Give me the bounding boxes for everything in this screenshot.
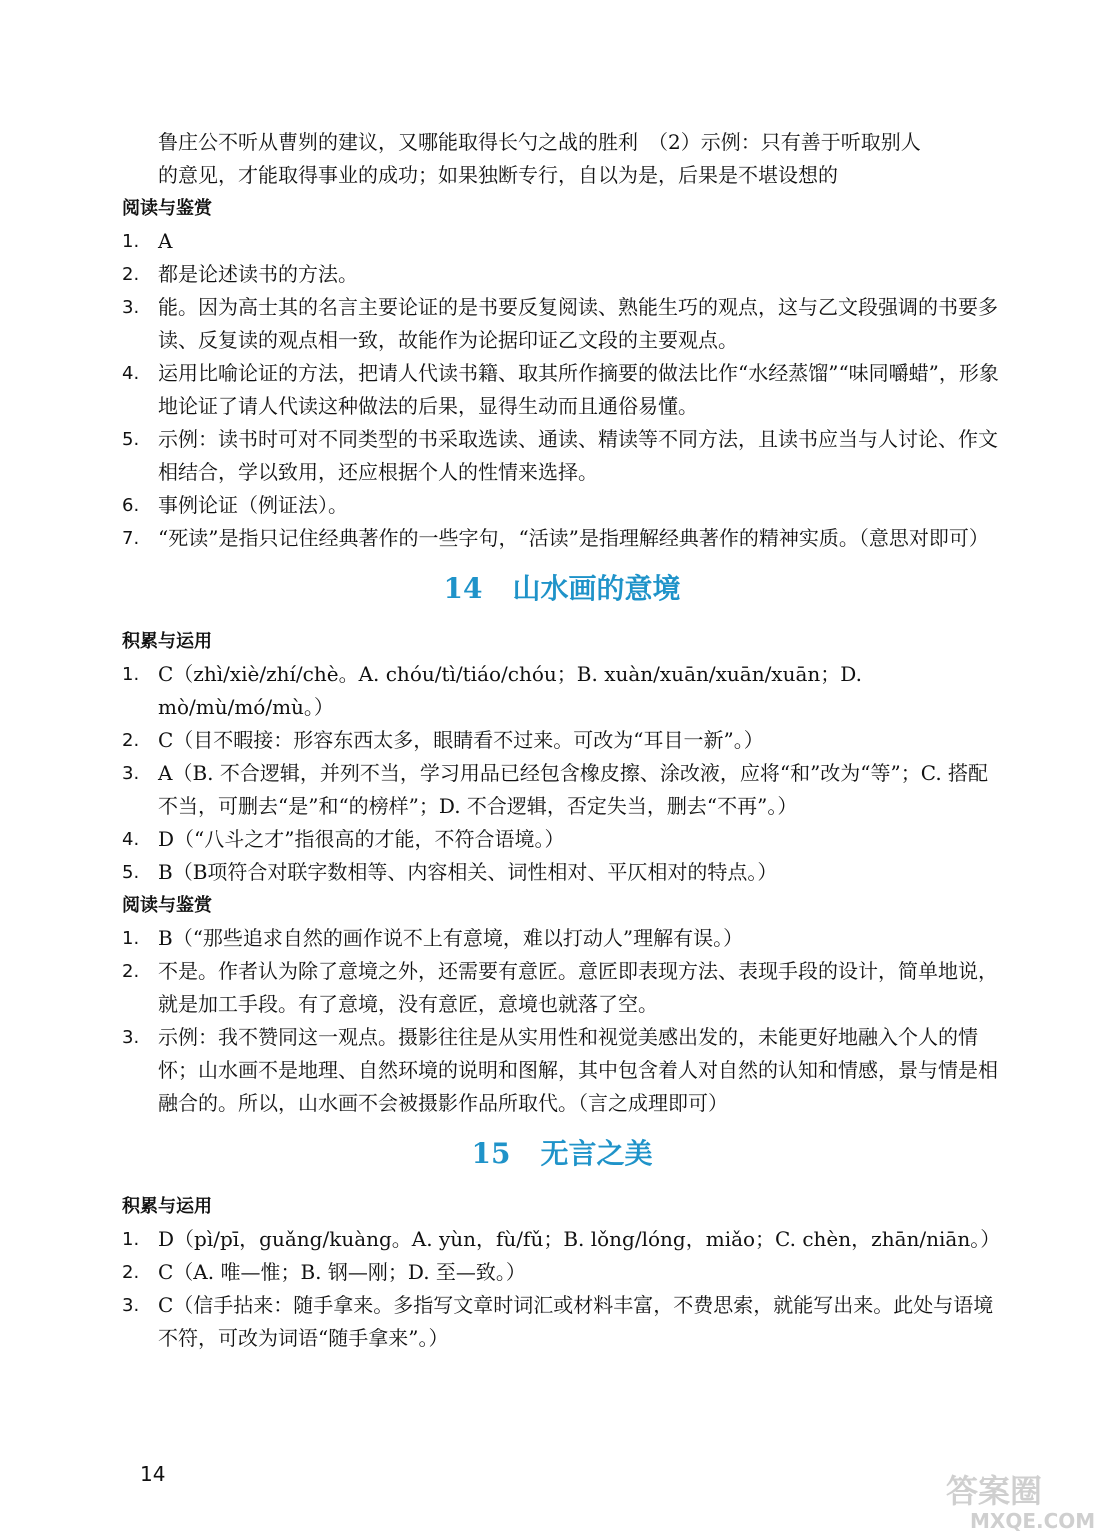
page-number: 14 xyxy=(140,1462,166,1486)
section-title-14 xyxy=(122,569,1002,609)
section-title-text: 山水画的意境 xyxy=(512,572,681,605)
section-heading-reading: 阅读与鉴赏 xyxy=(122,198,212,219)
answer-item xyxy=(122,225,1002,258)
item-number: 2. xyxy=(122,264,140,285)
section-number: 14 xyxy=(443,572,483,605)
item-number: 7. xyxy=(122,528,140,549)
section-heading-accumulation-15: 积累与运用 xyxy=(122,1196,212,1217)
item-text: 运用比喻论证的方法，把请人代读书籍、取其所作摘要的做法比作“水经蒸馏”“味同嚼蜡”，形象地论证了请人代读这种做法的后果，显得生动而且通俗易懂。 xyxy=(158,361,999,418)
answer-item xyxy=(122,823,1002,856)
watermark-logo xyxy=(940,1468,1110,1532)
answer-list-reading xyxy=(122,225,1002,555)
page-content xyxy=(122,126,1002,1355)
answer-item xyxy=(122,1223,1002,1256)
answer-item xyxy=(122,258,1002,291)
section-heading-reading-14: 阅读与鉴赏 xyxy=(122,895,212,916)
item-text: D（pì/pī，guǎng/kuàng。A. yùn，fù/fǔ；B. lǒng/lóng，miǎo；C. chèn，zhān/niān。） xyxy=(158,1227,1001,1251)
item-text: D（“八斗之才”指很高的才能，不符合语境。） xyxy=(158,827,565,851)
item-text: 不是。作者认为除了意境之外，还需要有意匠。意匠即表现方法、表现手段的设计，简单地说，就是加工手段。有了意境，没有意匠，意境也就落了空。 xyxy=(158,959,998,1016)
item-number: 2. xyxy=(122,961,140,982)
item-text: 都是论述读书的方法。 xyxy=(158,262,358,286)
item-text: C（A. 唯—惟；B. 钢—刚；D. 至—致。） xyxy=(158,1260,526,1284)
answer-item xyxy=(122,522,1002,555)
item-number: 1. xyxy=(122,664,140,685)
item-number: 1. xyxy=(122,928,140,949)
answer-item xyxy=(122,856,1002,889)
item-number: 4. xyxy=(122,829,140,850)
answer-list-accumulation-15 xyxy=(122,1223,1002,1355)
section-title-text: 无言之美 xyxy=(540,1137,653,1170)
section-title-15 xyxy=(122,1134,1002,1174)
section-heading-accumulation: 积累与运用 xyxy=(122,631,212,652)
answer-item xyxy=(122,489,1002,522)
section-number: 15 xyxy=(471,1137,511,1170)
item-number: 1. xyxy=(122,231,140,252)
answer-list-accumulation-14 xyxy=(122,658,1002,889)
item-number: 2. xyxy=(122,1262,140,1283)
item-text: C（目不暇接：形容东西太多，眼睛看不过来。可改为“耳目一新”。） xyxy=(158,728,764,752)
item-text: B（B项符合对联字数相等、内容相关、词性相对、平仄相对的特点。） xyxy=(158,860,778,884)
answer-item xyxy=(122,1256,1002,1289)
answer-item xyxy=(122,423,1002,489)
watermark-bottom-text: MXQE.COM xyxy=(970,1509,1096,1532)
item-number: 5. xyxy=(122,862,140,883)
answer-item xyxy=(122,757,1002,823)
answer-item xyxy=(122,357,1002,423)
answer-item xyxy=(122,724,1002,757)
item-text: “死读”是指只记住经典著作的一些字句，“活读”是指理解经典著作的精神实质。（意思对即可） xyxy=(158,526,989,550)
item-text: C（信手拈来：随手拿来。多指写文章时词汇或材料丰富，不费思索，就能写出来。此处与语境不符，可改为词语“随手拿来”。） xyxy=(158,1293,994,1350)
item-number: 6. xyxy=(122,495,140,516)
answer-item xyxy=(122,658,1002,724)
item-text: 事例论证（例证法）。 xyxy=(158,493,348,517)
item-number: 5. xyxy=(122,429,140,450)
item-number: 3. xyxy=(122,763,140,784)
answer-item xyxy=(122,1289,1002,1355)
intro-line-2: 的意见，才能取得事业的成功；如果独断专行，自以为是，后果是不堪设想的 xyxy=(158,163,838,187)
item-number: 3. xyxy=(122,1027,140,1048)
answer-item xyxy=(122,922,1002,955)
watermark-top-text: 答案圈 xyxy=(946,1472,1043,1510)
answer-list-reading-14 xyxy=(122,922,1002,1120)
item-number: 3. xyxy=(122,297,140,318)
item-number: 3. xyxy=(122,1295,140,1316)
item-number: 1. xyxy=(122,1229,140,1250)
item-text: A（B. 不合逻辑，并列不当，学习用品已经包含橡皮擦、涂改液，应将“和”改为“等”；C. 搭配不当，可删去“是”和“的榜样”；D. 不合逻辑，否定失当，删去“不再”。） xyxy=(158,761,989,818)
item-number: 2. xyxy=(122,730,140,751)
item-text: 能。因为高士其的名言主要论证的是书要反复阅读、熟能生巧的观点，这与乙文段强调的书要多读、反复读的观点相一致，故能作为论据印证乙文段的主要观点。 xyxy=(158,295,998,352)
answer-item xyxy=(122,955,1002,1021)
item-text: A xyxy=(158,229,173,253)
answer-item xyxy=(122,291,1002,357)
item-text: B（“那些追求自然的画作说不上有意境，难以打动人”理解有误。） xyxy=(158,926,744,950)
item-text: 示例：读书时可对不同类型的书采取选读、通读、精读等不同方法，且读书应当与人讨论、作文相结合，学以致用，还应根据个人的性情来选择。 xyxy=(158,427,998,484)
item-number: 4. xyxy=(122,363,140,384)
answer-item xyxy=(122,1021,1002,1120)
intro-line-1: 鲁庄公不听从曹刿的建议，又哪能取得长勺之战的胜利 （2）示例：只有善于听取别人 xyxy=(158,130,921,154)
item-text: 示例：我不赞同这一观点。摄影往往是从实用性和视觉美感出发的，未能更好地融入个人的情怀；山水画不是地理、自然环境的说明和图解，其中包含着人对自然的认知和情感，景与情是相融合的。所以，山水画不会被摄影作品所取代。（言之成理即可） xyxy=(158,1025,998,1115)
item-text: C（zhì/xiè/zhí/chè。A. chóu/tì/tiáo/chóu；B. xuàn/xuān/xuān/xuān；D. mò/mù/mó/mù。） xyxy=(158,662,862,719)
